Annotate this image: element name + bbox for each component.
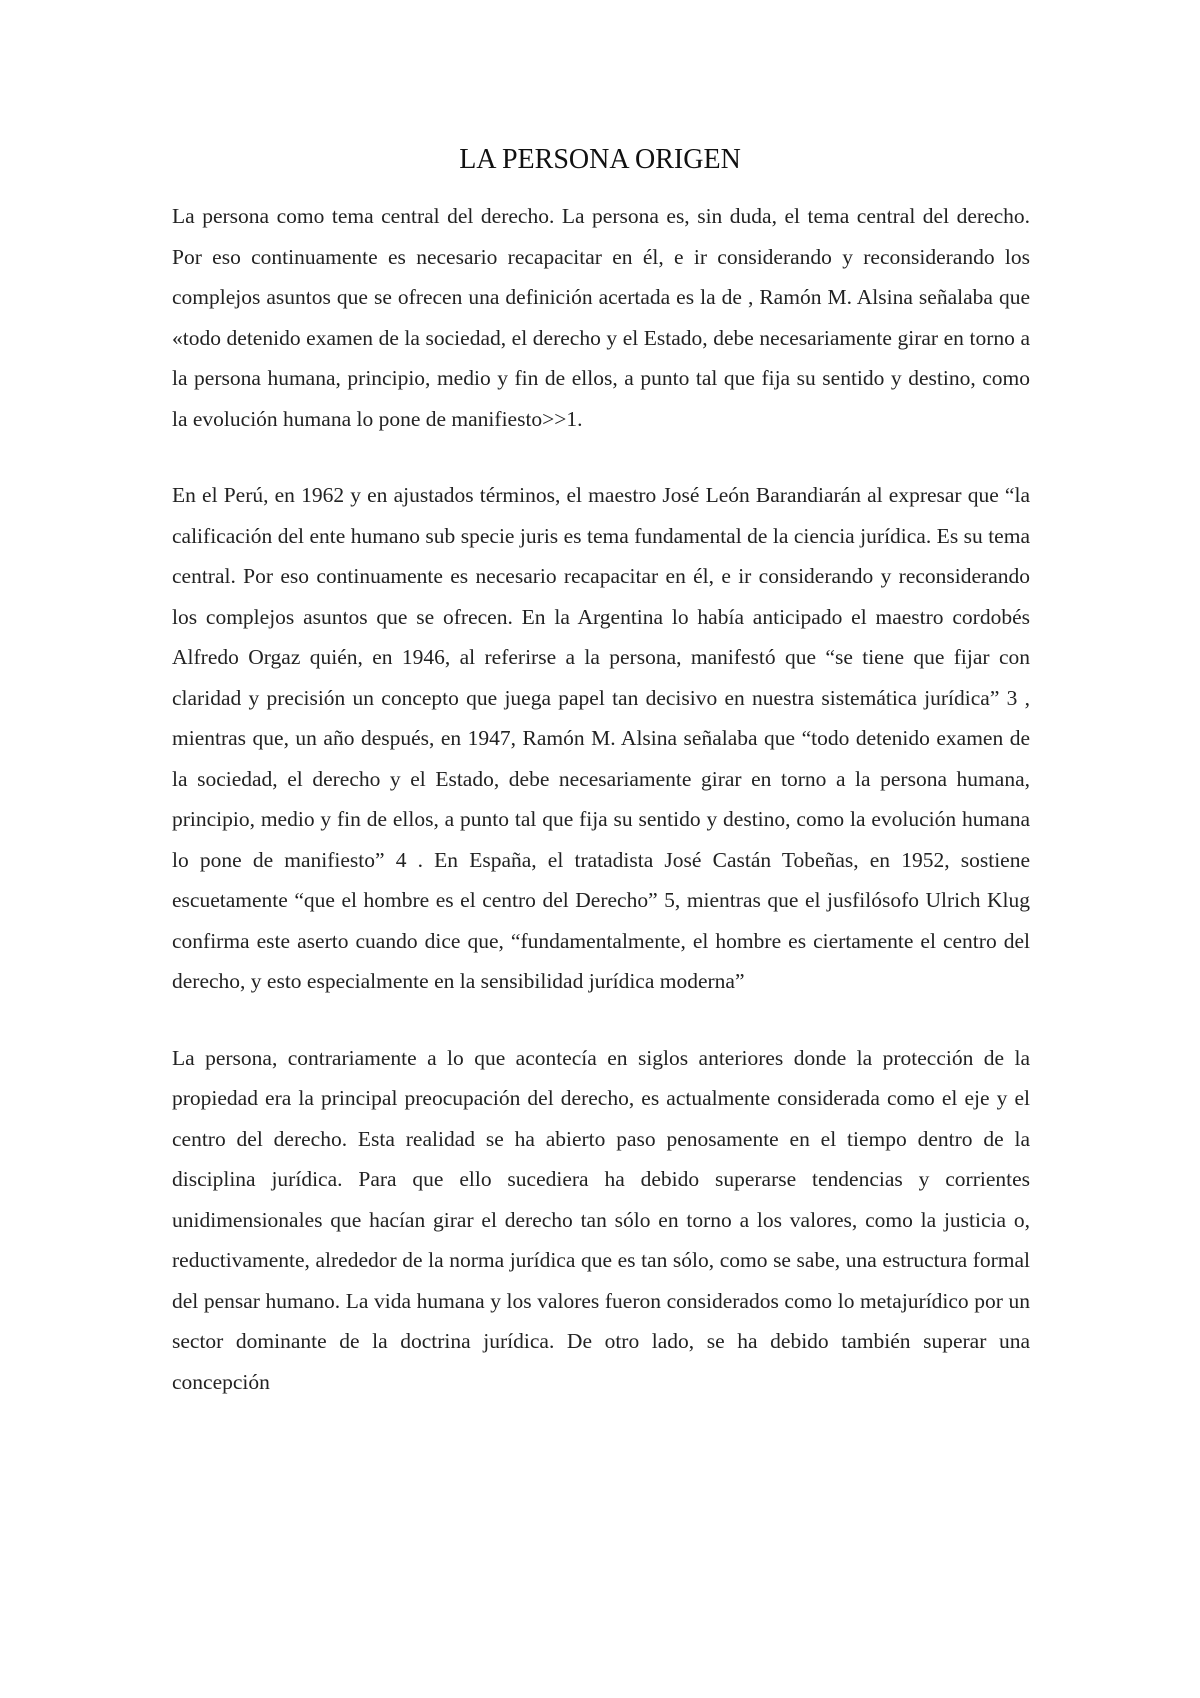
document-body xyxy=(172,196,1030,1438)
paragraph-1: La persona como tema central del derecho. La persona es, sin duda, el tema central del derecho. Por eso continuamente es necesario recapacitar en él, e ir considerando y reconsiderando los complejos asuntos que se ofrecen una definición acertada es la de , Ramón M. Alsina señalaba que «todo detenido examen de la sociedad, el derecho y el Estado, debe necesariamente girar en torno a la persona humana, principio, medio y fin de ellos, a punto tal que fija su sentido y destino, como la evolución humana lo pone de manifiesto>>1. xyxy=(172,204,1030,431)
paragraph-3: La persona, contrariamente a lo que acontecía en siglos anteriores donde la protección de la propiedad era la principal preocupación del derecho, es actualmente considerada como el eje y el centro del derecho. Esta realidad se ha abierto paso penosamente en el tiempo dentro de la disciplina jurídica. Para que ello sucediera ha debido superarse tendencias y corrientes unidimensionales que hacían girar el derecho tan sólo en torno a los valores, como la justicia o, reductivamente, alrededor de la norma jurídica que es tan sólo, como se sabe, una estructura formal del pensar humano. La vida humana y los valores fueron considerados como lo metajurídico por un sector dominante de la doctrina jurídica. De otro lado, se ha debido también superar una concepción xyxy=(172,1045,1030,1394)
document-title: LA PERSONA ORIGEN xyxy=(459,144,741,175)
paragraph-2: En el Perú, en 1962 y en ajustados términos, el maestro José León Barandiarán al expresar que “la calificación del ente humano sub specie juris es tema fundamental de la ciencia jurídica. Es su tema central. Por eso continuamente es necesario recapacitar en él, e ir considerando y reconsiderando los complejos asuntos que se ofrecen. En la Argentina lo había anticipado el maestro cordobés Alfredo Orgaz quién, en 1946, al referirse a la persona, manifestó que “se tiene que fijar con claridad y precisión un concepto que juega papel tan decisivo en nuestra sistemática jurídica” 3 , mientras que, un año después, en 1947, Ramón M. Alsina señalaba que “todo detenido examen de la sociedad, el derecho y el Estado, debe necesariamente girar en torno a la persona humana, principio, medio y fin de ellos, a punto tal que fija su sentido y destino, como la evolución humana lo pone de manifiesto” 4 . En España, el tratadista José Castán Tobeñas, en 1952, sostiene escuetamente “que el hombre es el centro del Derecho” 5, mientras que el jusfilósofo Ulrich Klug confirma este aserto cuando dice que, “fundamentalmente, el hombre es ciertamente el centro del derecho, y esto especialmente en la sensibilidad jurídica moderna” xyxy=(172,483,1030,993)
